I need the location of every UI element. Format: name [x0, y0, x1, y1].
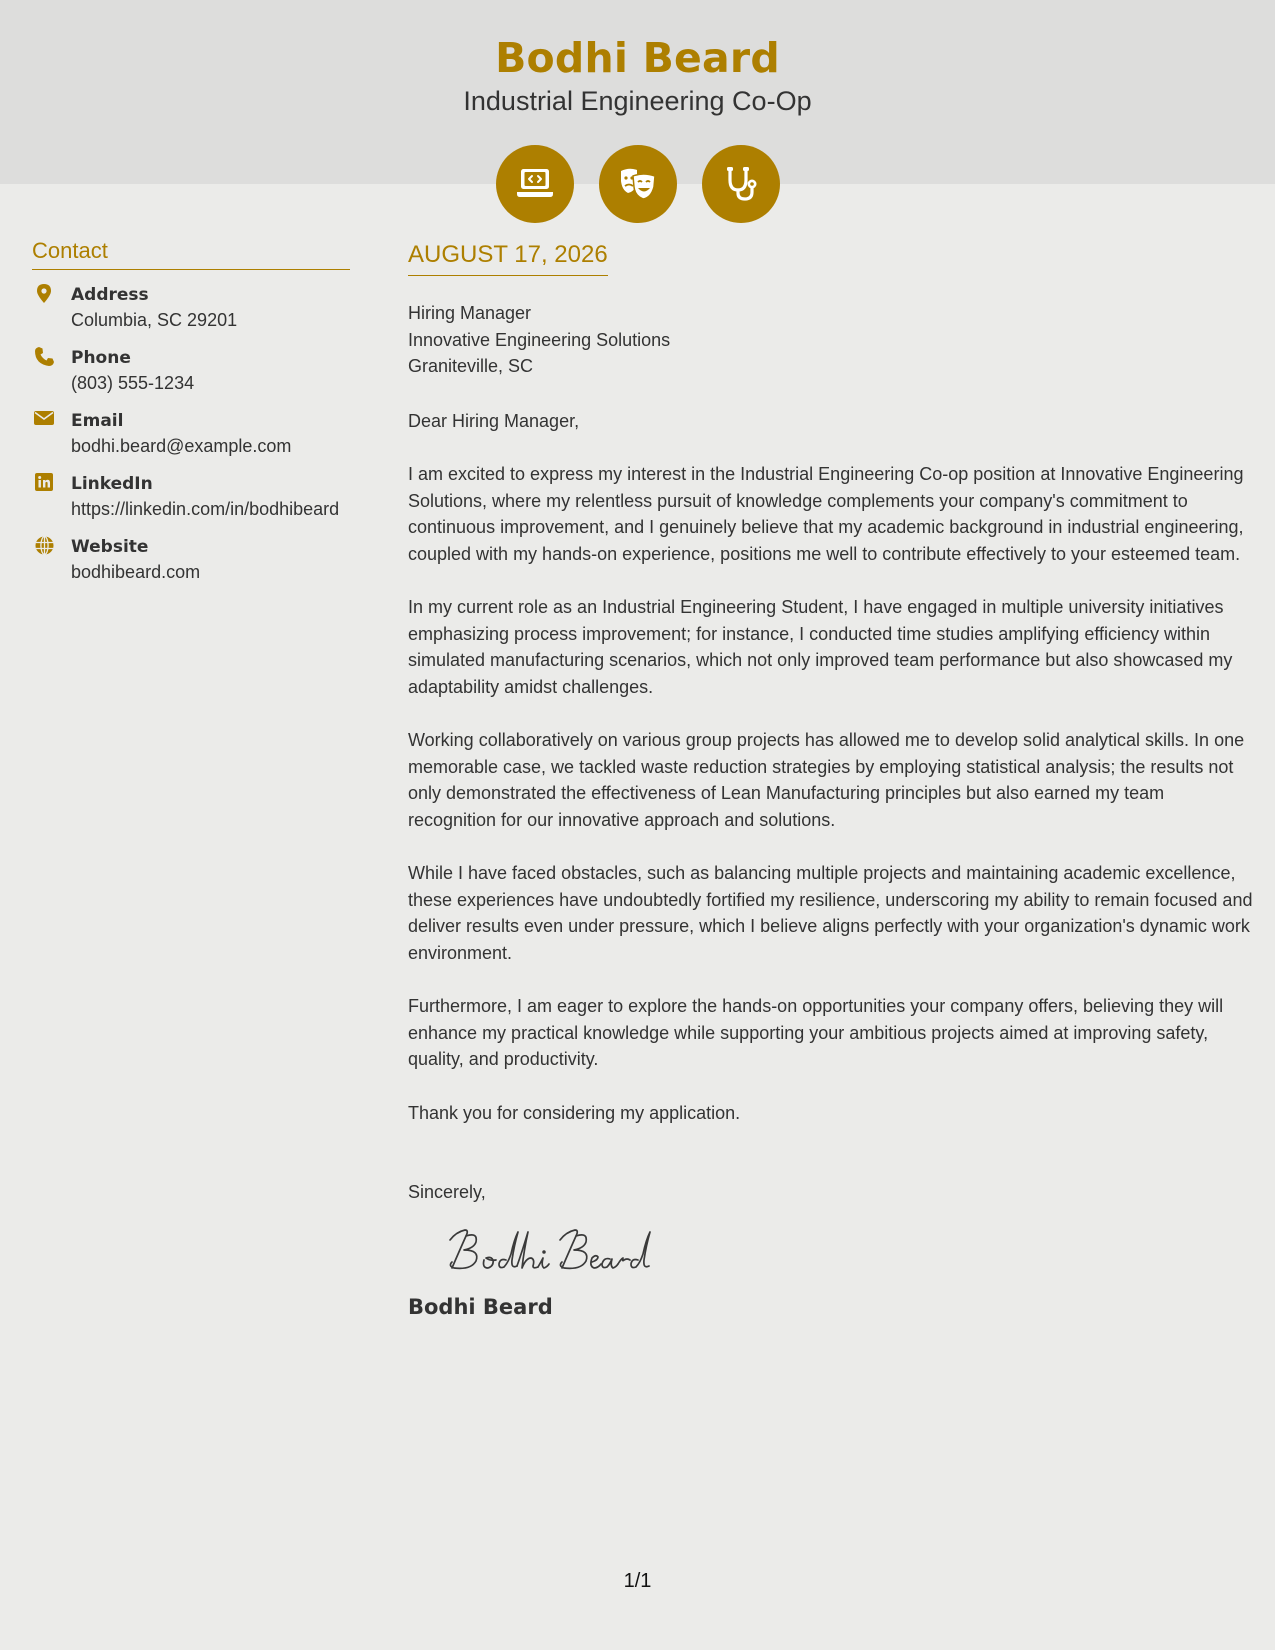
stethoscope-icon — [702, 145, 780, 223]
contact-label: LinkedIn — [71, 474, 153, 494]
address-value: Columbia, SC 29201 — [71, 310, 238, 330]
theater-masks-icon — [599, 145, 677, 223]
website-value[interactable]: bodhibeard.com — [71, 562, 201, 582]
page-number: 1/1 — [623, 1570, 652, 1592]
globe-icon — [34, 536, 54, 556]
signed-name: Bodhi Beard — [408, 1294, 553, 1319]
letter-paragraph: Furthermore, I am eager to explore the hands-on opportunities your company offers, believing they will enhance my practical knowledge while supporting your ambitious projects aimed at improving safety, quality, and productivity. — [408, 996, 1224, 1069]
letter-paragraph: Thank you for considering my application. — [408, 1102, 741, 1123]
contact-item-email — [32, 409, 352, 459]
contact-item-website — [32, 535, 352, 585]
contact-heading: Contact — [32, 238, 350, 270]
contact-item-phone — [32, 346, 352, 396]
job-title: Industrial Engineering Co-Op — [463, 86, 812, 116]
closing: Sincerely, — [408, 1182, 486, 1202]
salutation: Dear Hiring Manager, — [408, 410, 580, 431]
contact-list — [32, 283, 352, 598]
linkedin-value[interactable]: https://linkedin.com/in/bodhibeard — [71, 499, 340, 519]
contact-label: Phone — [71, 348, 131, 368]
recipient-line: Hiring Manager — [408, 303, 532, 323]
phone-icon — [34, 347, 54, 367]
letter-paragraph: While I have faced obstacles, such as balancing multiple projects and maintaining academic excellence, these experiences have undoubtedly fortified my resilience, underscoring my ability to remain focused and deliver results even under pressure, which I believe aligns perfectly with your organization's dynamic work environment. — [408, 863, 1253, 963]
letter-date: AUGUST 17, 2026 — [408, 241, 608, 276]
contact-item-linkedin — [32, 472, 352, 522]
letter-paragraph: Working collaboratively on various group projects has allowed me to develop solid analytical skills. In one memorable case, we tackled waste reduction strategies by employing statistical analysis; the results not only demonstrated the effectiveness of Lean Manufacturing principles but also earned my team recognition for our innovative approach and solutions. — [408, 730, 1245, 830]
contact-item-address — [32, 283, 352, 333]
phone-value: (803) 555-1234 — [71, 373, 195, 393]
linkedin-icon — [34, 473, 54, 493]
candidate-name: Bodhi Beard — [495, 34, 780, 82]
contact-label: Address — [71, 285, 149, 305]
signature-image — [438, 1216, 1253, 1286]
email-value[interactable]: bodhi.beard@example.com — [71, 436, 292, 456]
letter-paragraph: I am excited to express my interest in the Industrial Engineering Co-op position at Innovative Engineering Solutions, where my relentless pursuit of knowledge complements your company's commitment to continuous improvement, and I genuinely believe that my academic background in industrial engineering, coupled with my hands-on experience, positions me well to contribute effectively to your esteemed team. — [408, 464, 1244, 564]
letter-body — [408, 300, 1253, 1320]
letter-paragraph: In my current role as an Industrial Engineering Student, I have engaged in multiple university initiatives emphasizing process improvement; for instance, I conducted time studies amplifying efficiency within simulated manufacturing scenarios, which not only improved team performance but also showcased my adaptability amidst challenges. — [408, 597, 1233, 697]
recipient-line: Innovative Engineering Solutions — [408, 329, 671, 350]
contact-label: Email — [71, 411, 124, 431]
envelope-icon — [34, 410, 54, 430]
recipient-line: Graniteville, SC — [408, 356, 534, 376]
map-pin-icon — [34, 284, 54, 304]
header-icon-row — [0, 145, 1275, 223]
contact-label: Website — [71, 537, 149, 557]
recipient-block — [408, 300, 1253, 380]
laptop-code-icon — [496, 145, 574, 223]
